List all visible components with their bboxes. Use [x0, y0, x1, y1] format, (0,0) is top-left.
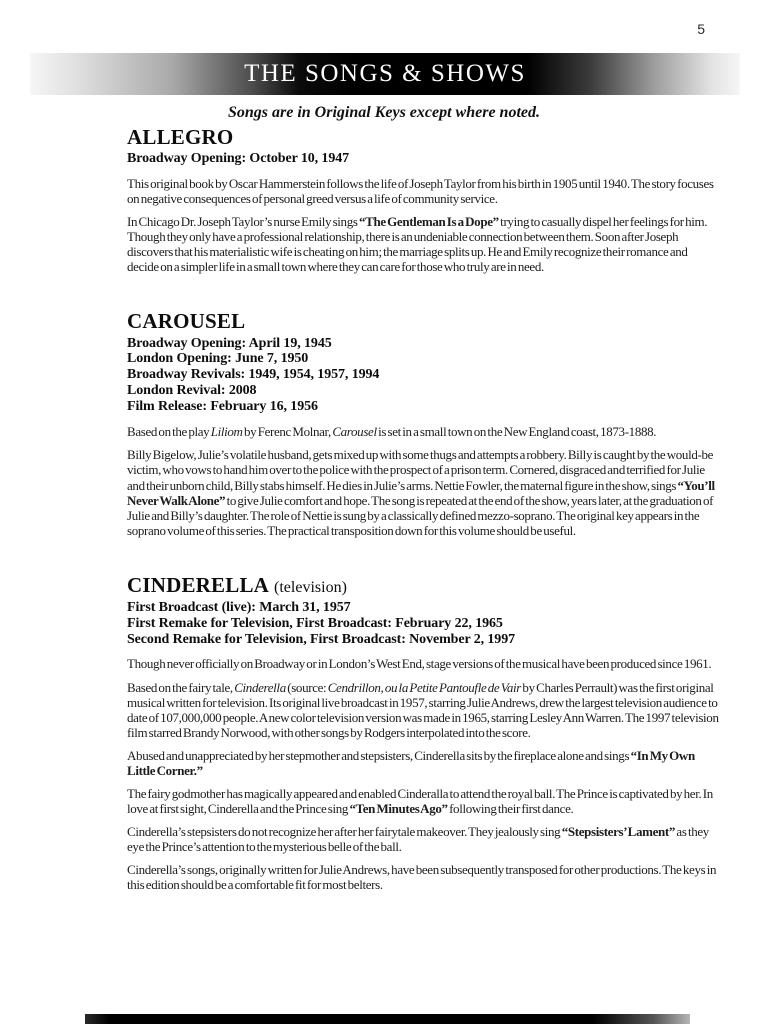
- work-title: Cinderella: [234, 679, 286, 695]
- section-title-text: ALLEGRO: [127, 125, 234, 149]
- text-run: Billy Bigelow, Julie’s volatile husband, gets mixed up with some thugs and attempts a robbery. Billy is caught by the would-be victim, who vows to hand him over to the police with the prospect of a prison term. Cornered, disgraced and terrified for Julie and their unborn child, Billy stabs himself. He dies in Julie’s arms. Nettie Fowler, the maternal figure in the show, sings: [127, 447, 714, 493]
- meta-block: [127, 336, 719, 416]
- section-title-text: CAROUSEL: [127, 309, 246, 334]
- meta-line: Broadway Opening: October 10, 1947: [127, 151, 350, 167]
- song-title: “The Gentleman Is a Dope”: [358, 214, 499, 230]
- paragraph: [127, 862, 719, 892]
- text-run: This original book by Oscar Hammerstein follows the life of Joseph Taylor from his birth in 1905 until 1940. The story focuses on negative consequences of personal greed versus a life of community service.: [127, 176, 714, 207]
- meta-block: [127, 151, 719, 167]
- meta-line: London Revival: 2008: [127, 383, 257, 399]
- text-run: Abused and unappreciated by her stepmother and stepsisters, Cinderella sits by the fireplace alone and sings: [127, 747, 631, 763]
- footer-bar: [85, 1014, 690, 1024]
- paragraph: [127, 424, 719, 439]
- song-title: “You’ll Never Walk Alone”: [127, 477, 715, 508]
- paragraph: [127, 214, 719, 274]
- section-title-suffix: (television): [274, 578, 347, 596]
- work-title: Liliom: [210, 424, 243, 440]
- text-run: as they eye the Prince’s attention to the mysterious belle of the ball.: [127, 824, 709, 855]
- paragraph: [127, 656, 719, 671]
- paragraph: [127, 680, 719, 740]
- paragraph: [127, 447, 719, 537]
- paragraphs: [127, 176, 719, 274]
- meta-line: Broadway Revivals: 1949, 1954, 1957, 1994: [127, 367, 380, 383]
- text-run: Based on the play: [127, 424, 211, 440]
- paragraph: [127, 176, 719, 206]
- meta-line: First Remake for Television, First Broadcast: February 22, 1965: [127, 615, 503, 631]
- paragraphs: [127, 424, 719, 538]
- paragraph: [127, 824, 719, 854]
- work-title: Carousel: [332, 424, 377, 440]
- paragraph: [127, 786, 719, 816]
- text-run: (source:: [285, 679, 328, 695]
- meta-block: [127, 600, 719, 648]
- meta-line: First Broadcast (live): March 31, 1957: [127, 599, 351, 615]
- text-run: by Charles Perrault) was the first original musical written for television. Its original live broadcast in 1957, starring Julie Andrews, drew the largest television audience to date of 107,000,000 people. A new color television version was made in 1965, starring Lesley Ann Warren. The 1997 television film starred Brandy Norwood, with other songs by Rodgers interpolated into the score.: [127, 679, 719, 740]
- meta-line: Second Remake for Television, First Broadcast: November 2, 1997: [127, 631, 516, 647]
- text-run: Based on the fairy tale,: [127, 679, 235, 695]
- song-title: “Ten Minutes Ago”: [349, 801, 448, 817]
- text-run: trying to casually dispel her feelings for him. Though they only have a professional relationship, there is an undeniable connection between them. Soon after Joseph discovers that his materialistic wife is cheating on him; the marriage splits up. He and Emily recognize their romance and decide on a simpler life in a small town where they can care for those who truly are in need.: [127, 214, 708, 275]
- text-run: In Chicago Dr. Joseph Taylor’s nurse Emily sings: [127, 214, 359, 230]
- show-section: [127, 126, 719, 274]
- text-run: Cinderella’s stepsisters do not recognize her after her fairytale makeover. They jealously sing: [127, 824, 562, 840]
- section-title-text: CINDERELLA: [127, 572, 270, 597]
- show-section: [127, 574, 719, 893]
- work-title: Cendrillon, ou la Petite Pantoufle de Vair: [327, 679, 522, 695]
- text-run: Cinderella’s songs, originally written for Julie Andrews, have been subsequently transposed for other productions. The keys in this edition should be a comfortable fit for most belters.: [127, 862, 717, 893]
- page-number: 5: [697, 21, 705, 37]
- sections: [127, 126, 719, 893]
- meta-line: London Opening: June 7, 1950: [127, 351, 309, 367]
- section-title: [127, 574, 719, 597]
- meta-line: Broadway Opening: April 19, 1945: [127, 335, 332, 351]
- song-title: “Stepsisters’ Lament”: [561, 824, 676, 840]
- content: [127, 126, 719, 893]
- paragraphs: [127, 656, 719, 892]
- text-run: to give Julie comfort and hope. The song is repeated at the end of the show, years later, at the graduation of Julie and Billy’s daughter. The role of Nettie is sung by a classically defined mezzo-soprano. The original key appears in the soprano volume of this series. The practical transposition down for this volume should be useful.: [127, 492, 714, 538]
- song-title: “In My Own Little Corner.”: [127, 747, 695, 778]
- page-title: THE SONGS & SHOWS: [244, 60, 526, 87]
- text-run: Though never officially on Broadway or in London’s West End, stage versions of the musical have been produced since 1961.: [127, 656, 712, 672]
- text-run: The fairy godmother has magically appeared and enabled Cinderalla to attend the royal ball. The Prince is captivated by her. In love at first sight, Cinderella and the Prince sing: [127, 786, 713, 817]
- text-run: is set in a small town on the New England coast, 1873-1888.: [376, 424, 657, 440]
- meta-line: Film Release: February 16, 1956: [127, 399, 318, 415]
- header-bar: [30, 53, 740, 95]
- section-title: [127, 310, 719, 332]
- text-run: following their first dance.: [447, 801, 574, 817]
- keys-note: Songs are in Original Keys except where noted.: [227, 104, 540, 121]
- text-run: by Ferenc Molnar,: [242, 424, 333, 440]
- section-title: [127, 126, 719, 148]
- show-section: [127, 310, 719, 537]
- paragraph: [127, 748, 719, 778]
